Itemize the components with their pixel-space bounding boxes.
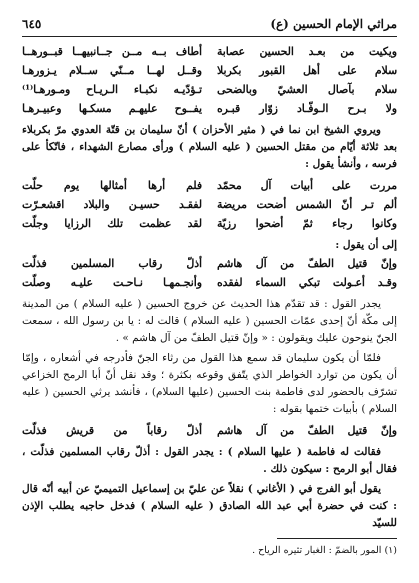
- verse-second-hemistich: أطاف بــه مــن جــانبيهــا قبــورهــا: [22, 45, 202, 58]
- verse-first-hemistich: وكانوا رجاء ثمّ أضحوا رزيّة: [217, 217, 397, 230]
- verse-second-hemistich: وأنجـمهـا نـاحـت عليـه وصلّت: [22, 276, 202, 289]
- running-title: مراثي الإمام الحسين (ع): [270, 17, 397, 31]
- verse-second-hemistich: لفقـد حسيـن والبلاد اقشعـرّت: [22, 198, 202, 211]
- verse-first-hemistich: ألم تـر أنّ الشمس أضحت مريضة: [217, 198, 397, 211]
- paragraph-note: يجدر القول : قد تقدّم هذا الحديث عن خروج الحسين ( عليه السلام ) من المدينة إلى مكّة أنّ إحدى عمّات الحسين ( عليه السلام ) قالت له : يا بن رسول الله ، سمعت الجنّ ينوحون عليك ويقولون : « وإنّ قتيل الطفّ من آل هاشم » .: [22, 298, 397, 344]
- verse-first-hemistich: مررت على أبيات آل محمّد: [217, 179, 397, 192]
- footnote-rule: [277, 538, 397, 539]
- verse-line: [22, 61, 397, 80]
- verse-first-hemistich: ولا بـرح الـوفّـاد زوّار قبـره: [217, 102, 397, 115]
- page-number: ٦٤٥: [22, 17, 42, 31]
- poem-block-4: [22, 421, 397, 440]
- paragraph-analysis: فلمّا أن يكون سليمان قد سمع هذا القول من رثاء الجنّ فأدرجه في أشعاره ، وإمّا أن يكون من توارد الخواطر الذي يتّفق وقوعه بكثرة ؛ وقد نقل أنّ أبا الرمح الخزاعي تشرّف بالحضور لدى فاطمة بنت الحسين (عليها السلام) ، فأنشد يرثي الحسين ( عليه السلام ) بأبيات ختمها بقوله :: [22, 352, 397, 415]
- paragraph-fatima-reply: فقالت له فاطمة ( عليها السلام ) : يجدر القول : أذلّ رقاب المسلمين فذلّت ، فقال أبو الرمح : سيكون ذلك .: [22, 446, 397, 475]
- header-rule: [22, 36, 397, 37]
- label-until-he-says: إلى أن يقول :: [335, 239, 397, 251]
- verse-line: [22, 42, 397, 61]
- verse-first-hemistich: وإنّ قتيل الطفّ من آل هاشم: [217, 424, 397, 437]
- page-body: [22, 42, 397, 532]
- verse-second-hemistich: تـؤدّيـه نكبـاء الـريـاح ومـورهـا⁽¹⁾: [22, 83, 202, 96]
- paragraph-aghani: يقول أبو الفرج في ( الأغاني ) نقلاً عن عليّ بن إسماعيل التميميّ عن أبيه أنّه قال : كنت في حضرة أبي عبد الله الصادق ( عليه السلام ) فدخل حاجبه يطلب الإذن للسيّد: [22, 483, 397, 529]
- verse-line: [22, 421, 397, 440]
- verse-first-hemistich: وقـد أعـولت تبكي السماء لفقده: [217, 276, 397, 289]
- verse-line: [22, 195, 397, 214]
- verse-line: [22, 273, 397, 292]
- verse-line: [22, 80, 397, 99]
- footnote: (١) المور بالضمّ : الغبار تثيره الرياح .: [252, 545, 397, 556]
- verse-line: [22, 176, 397, 195]
- poem-block-3: [22, 254, 397, 292]
- verse-second-hemistich: أذلّ رقاباً من قريش فذلّت: [22, 424, 202, 437]
- verse-line: [22, 99, 397, 118]
- page-header: [22, 14, 397, 34]
- paragraph-intro: ويروي الشيخ ابن نما في ( مثير الأحزان ) أنّ سليمان بن قتّة العدوي مرّ بكربلاء بعد ثلاثة أيّام من مقتل الحسين ( عليه السلام ) ورأى مصارع الشهداء ، فاتّكأ على فرسه ، وأنشأ يقول :: [22, 124, 397, 170]
- poem-block-2: [22, 176, 397, 233]
- verse-second-hemistich: يفــوح عليهـم مسكـها وعبيـرهـا: [22, 102, 202, 115]
- verse-first-hemistich: سلام بآصال العشيّ وبالضحى: [217, 83, 397, 96]
- verse-first-hemistich: ويكيت من بعـد الحسين عصابة: [217, 45, 397, 58]
- poem-block-1: [22, 42, 397, 118]
- verse-first-hemistich: سلام على أهل القبور بكربلا: [217, 64, 397, 77]
- verse-first-hemistich: وإنّ قتيل الطفّ من آل هاشم: [217, 257, 397, 270]
- verse-line: [22, 214, 397, 233]
- verse-second-hemistich: وقــل لهــا مــنّي ســلام يـزورهـا: [22, 64, 202, 77]
- verse-second-hemistich: لقد عظمت تلك الرزايا وجلّت: [22, 217, 202, 230]
- verse-second-hemistich: فلم أرها أمثالها يوم حلّت: [22, 179, 202, 192]
- verse-second-hemistich: أذلّ رقاب المسلمين فذلّت: [22, 257, 202, 270]
- verse-line: [22, 254, 397, 273]
